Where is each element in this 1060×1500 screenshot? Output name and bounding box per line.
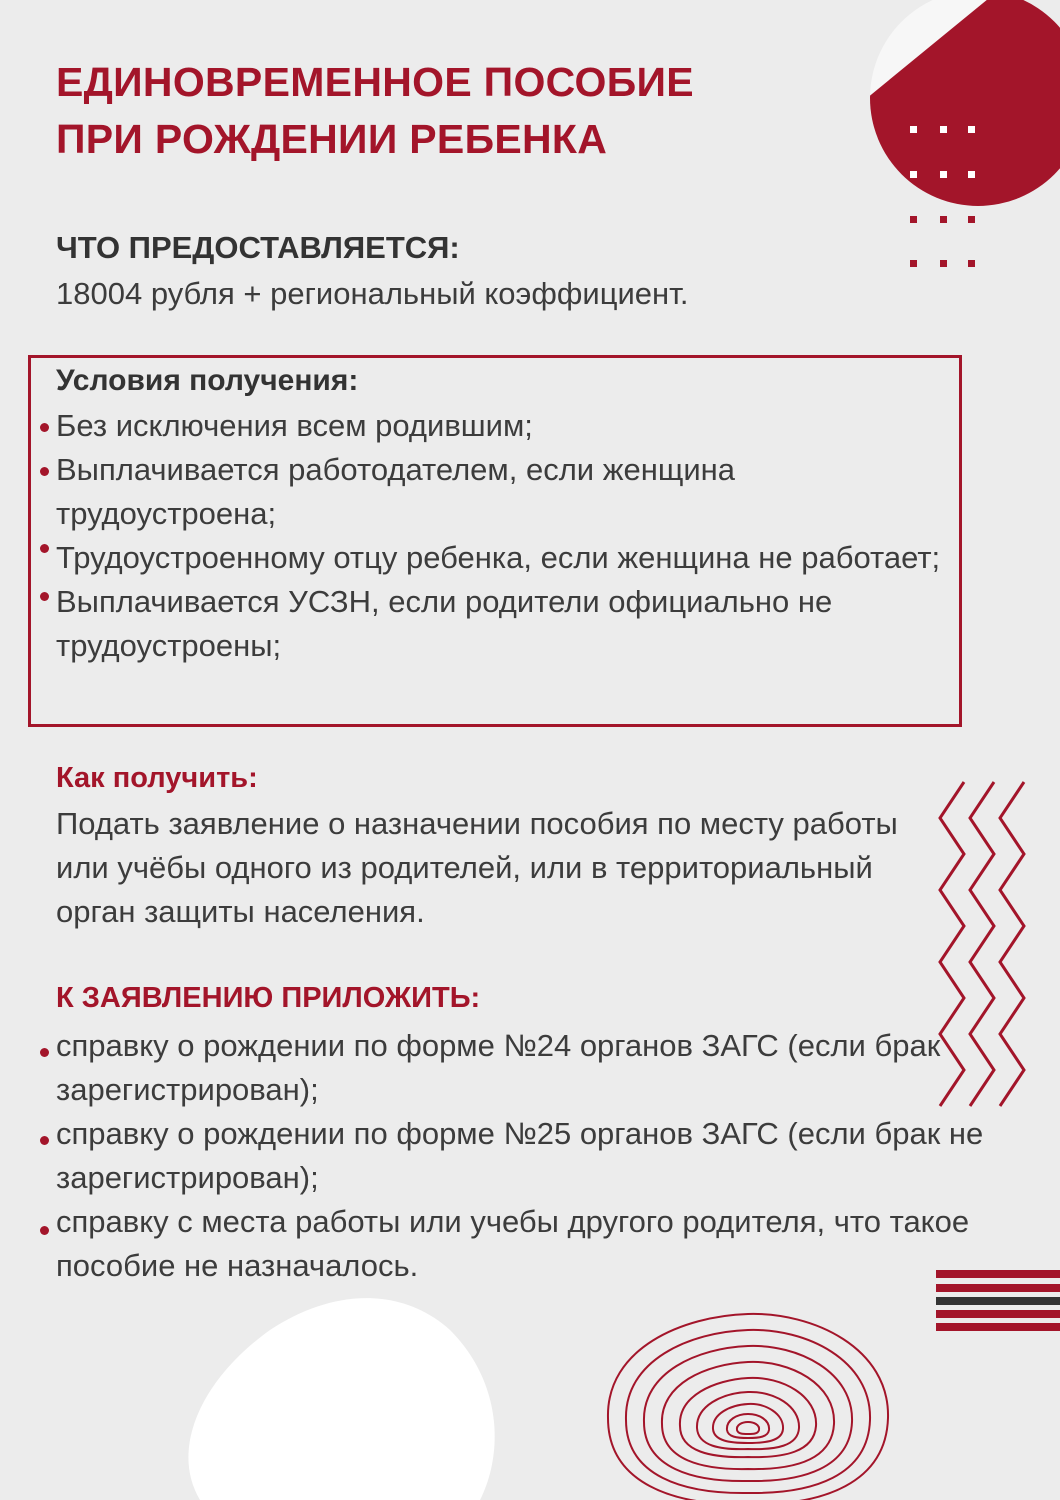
bullet-icon xyxy=(40,423,49,432)
attach-text: справку о рождении по форме №24 органов ЗАГС (если брак зарегистрирован); xyxy=(56,1028,941,1107)
provided-text: 18004 рубля + региональный коэффициент. xyxy=(56,276,689,311)
conditions-list xyxy=(56,404,956,668)
bullet-icon xyxy=(40,592,49,601)
white-blob-shape xyxy=(160,1290,510,1500)
page-title-line-1: ЕДИНОВРЕМЕННОЕ ПОСОБИЕ xyxy=(56,59,694,105)
bullet-icon xyxy=(40,467,49,476)
list-item xyxy=(0,580,956,668)
condition-text: Выплачивается УСЗН, если родители официально не трудоустроены; xyxy=(56,584,833,663)
list-item xyxy=(0,1112,1026,1200)
list-item xyxy=(0,536,956,580)
condition-text: Выплачивается работодателем, если женщина трудоустроена; xyxy=(56,452,736,531)
list-item xyxy=(0,404,956,448)
page-title-line-2: ПРИ РОЖДЕНИИ РЕБЕНКА xyxy=(56,116,608,162)
provided-heading: ЧТО ПРЕДОСТАВЛЯЕТСЯ: xyxy=(56,230,460,265)
dot-grid-icon xyxy=(906,124,986,274)
list-item xyxy=(0,448,956,536)
concentric-rings-icon xyxy=(598,1308,898,1500)
how-text: Подать заявление о назначении пособия по месту работы или учёбы одного из родителей, или в территориальный орган защиты населения. xyxy=(56,806,898,929)
attach-text: справку о рождении по форме №25 органов ЗАГС (если брак не зарегистрирован); xyxy=(56,1116,984,1195)
bullet-icon xyxy=(40,1226,49,1235)
page-title xyxy=(56,54,694,168)
bullet-icon xyxy=(40,1136,49,1145)
condition-text: Трудоустроенному отцу ребенка, если женщина не работает; xyxy=(56,540,941,575)
how-heading: Как получить: xyxy=(56,762,258,794)
attach-text: справку с места работы или учебы другого родителя, что такое пособие не назначалось. xyxy=(56,1204,970,1283)
list-item xyxy=(0,1200,1026,1288)
bullet-icon xyxy=(40,544,49,553)
attach-list xyxy=(56,1024,1026,1288)
bullet-icon xyxy=(40,1048,49,1057)
condition-text: Без исключения всем родившим; xyxy=(56,408,533,443)
attach-heading: К ЗАЯВЛЕНИЮ ПРИЛОЖИТЬ: xyxy=(56,982,481,1014)
list-item xyxy=(0,1024,1026,1112)
conditions-heading: Условия получения: xyxy=(56,364,359,397)
